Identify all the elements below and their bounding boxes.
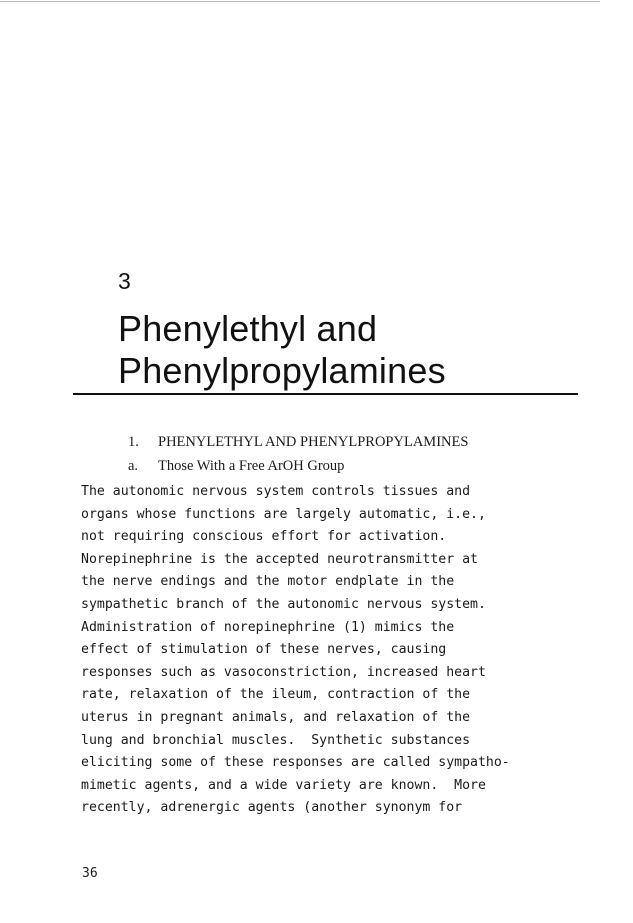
- body-line: not requiring conscious effort for activation.: [81, 529, 447, 545]
- body-line: Norepinephrine is the accepted neurotransmitter at: [81, 551, 478, 567]
- section-heading: [128, 434, 468, 451]
- subsection-heading: [128, 458, 344, 475]
- chapter-title: [118, 308, 446, 392]
- body-line: eliciting some of these responses are called sympatho-: [81, 755, 510, 771]
- body-line: effect of stimulation of these nerves, causing: [81, 642, 447, 658]
- page-number: 36: [82, 866, 98, 881]
- title-rule: [73, 393, 578, 395]
- top-rule: [0, 1, 600, 2]
- subsection-number: a.: [128, 458, 139, 474]
- chapter-number: 3: [118, 268, 131, 294]
- body-line: lung and bronchial muscles. Synthetic substances: [81, 732, 471, 748]
- body-line: organs whose functions are largely automatic, i.e.,: [81, 506, 486, 522]
- chapter-title-line-2: Phenylpropylamines: [118, 350, 446, 391]
- body-line: rate, relaxation of the ileum, contraction of the: [81, 687, 471, 703]
- chapter-title-line-1: Phenylethyl and: [118, 308, 378, 349]
- body-line: the nerve endings and the motor endplate in the: [81, 574, 455, 590]
- body-line: sympathetic branch of the autonomic nervous system.: [81, 596, 486, 612]
- body-line: uterus in pregnant animals, and relaxation of the: [81, 709, 471, 725]
- body-line: Administration of norepinephrine (1) mimics the: [81, 619, 455, 635]
- body-line: The autonomic nervous system controls tissues and: [81, 484, 471, 499]
- section-title: PHENYLETHYL AND PHENYLPROPYLAMINES: [158, 434, 469, 450]
- body-line: recently, adrenergic agents (another synonym for: [81, 800, 463, 816]
- body-paragraph: [81, 481, 626, 820]
- body-line: mimetic agents, and a wide variety are known. More: [81, 777, 486, 793]
- subsection-title: Those With a Free ArOH Group: [158, 458, 345, 474]
- body-line: responses such as vasoconstriction, increased heart: [81, 664, 486, 680]
- section-number: 1.: [128, 434, 139, 450]
